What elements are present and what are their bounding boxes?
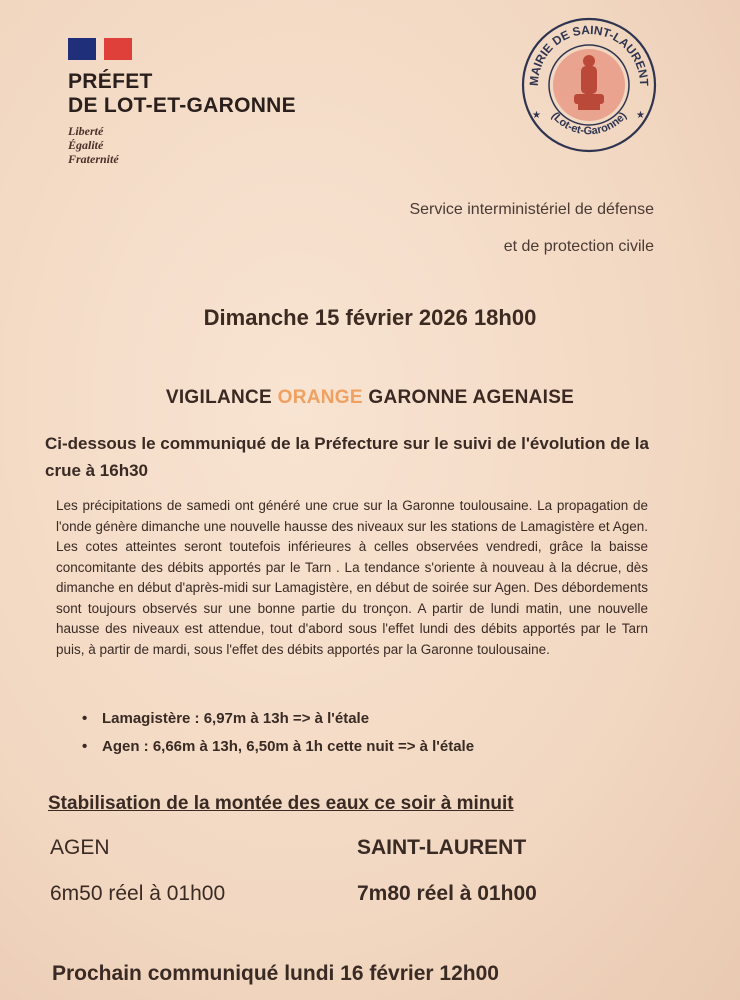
bullet-icon: • (82, 738, 88, 755)
prefet-line-2: DE LOT-ET-GARONNE (68, 94, 296, 117)
devise-egalite: Égalité (68, 138, 104, 152)
devise (68, 124, 296, 166)
list-item-text: Lamagistère : 6,97m à 13h => à l'étale (102, 710, 370, 727)
agen-level: 6m50 réel à 01h00 (50, 882, 226, 905)
bullet-icon: • (82, 710, 88, 727)
vigilance-suffix: GARONNE AGENAISE (368, 387, 575, 408)
agen-city: AGEN (50, 836, 110, 859)
document-date: Dimanche 15 février 2026 18h00 (203, 305, 537, 330)
saint-laurent-city: SAINT-LAURENT (357, 836, 527, 859)
intro-text: Ci-dessous le communiqué de la Préfecture sur le suivi de l'évolution de la crue à 16h30 (45, 434, 649, 480)
service-heading (409, 191, 654, 265)
stamp-star-right-icon: ★ (636, 110, 645, 121)
saint-laurent-level: 7m80 réel à 01h00 (357, 882, 537, 905)
marianne-flag-icon (68, 38, 132, 60)
prefet-logo (68, 38, 296, 166)
prefet-line-1: PRÉFET (68, 70, 153, 93)
mairie-stamp (518, 14, 660, 156)
levels-list (82, 705, 474, 761)
list-item (82, 705, 474, 733)
vigilance-title (0, 387, 740, 409)
stamp-bottom-text: (Lot-et-Garonne) (548, 110, 630, 138)
devise-fraternite: Fraternité (68, 152, 119, 166)
next-communique: Prochain communiqué lundi 16 février 12h00 (52, 962, 499, 985)
list-item (82, 733, 474, 761)
prefet-title (68, 70, 296, 118)
vigilance-color-word: ORANGE (277, 387, 363, 408)
devise-liberte: Liberté (68, 124, 104, 138)
service-line-2: et de protection civile (503, 238, 654, 255)
service-line-1: Service interministériel de défense (409, 201, 654, 218)
stamp-top-text: MAIRIE DE SAINT-LAURENT (526, 22, 652, 87)
list-item-text: Agen : 6,66m à 13h, 6,50m à 1h cette nuit => à l'étale (102, 738, 475, 755)
stamp-star-left-icon: ★ (532, 110, 541, 121)
vigilance-prefix: VIGILANCE (165, 387, 273, 408)
stabilisation-heading: Stabilisation de la montée des eaux ce soir à minuit (48, 793, 514, 814)
communique-body: Les précipitations de samedi ont généré une crue sur la Garonne toulousaine. La propagation de l'onde génère dimanche une nouvelle hausse des niveaux sur les stations de Lamagistère et Agen. Les cotes atteintes seront toutefois inférieures à celles observées vendredi, grâce la baisse concomitante des débits apportés par le Tarn . La tendance s'oriente à nouveau à la décrue, dès dimanche en début d'après-midi sur Lamagistère, en début de soirée sur Agen. Des débordements sont toujours observés sur une bonne partie du tronçon. A partir de lundi matin, une nouvelle hausse des niveaux est attendue, tout d'abord sous l'effet lundi des débits apportés par le Tarn puis, à partir de mardi, sous l'effet des débits apportés par la Garonne toulousaine. (56, 498, 648, 657)
